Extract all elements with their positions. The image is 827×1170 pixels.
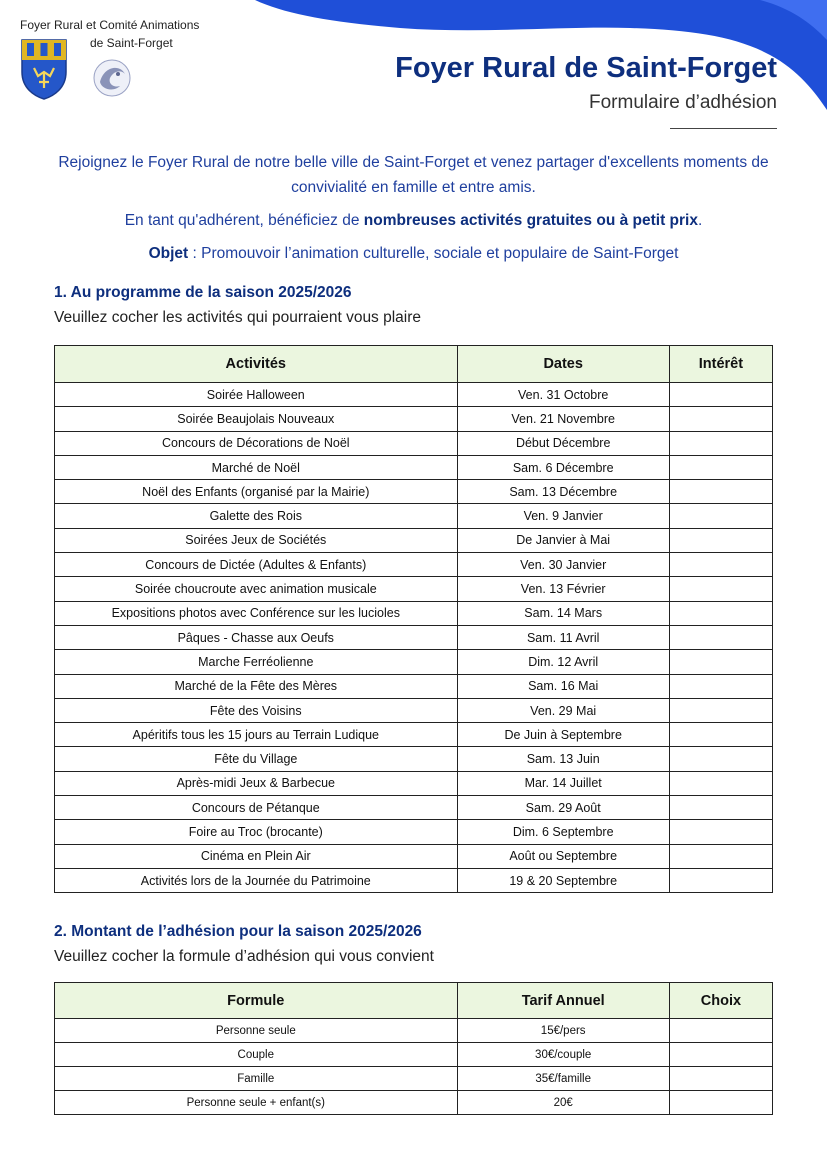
activity-row	[55, 528, 773, 552]
activity-date-cell: Ven. 29 Mai	[457, 698, 669, 722]
activity-row	[55, 796, 773, 820]
choice-checkbox-cell[interactable]	[669, 1067, 772, 1091]
activity-row	[55, 455, 773, 479]
activity-row	[55, 747, 773, 771]
intro-paragraph-2	[40, 208, 787, 233]
organisation-line-2: de Saint-Forget	[90, 36, 173, 50]
activity-row	[55, 480, 773, 504]
intro-p2-start: En tant qu'adhérent, bénéficiez de	[124, 212, 364, 229]
page-title: Foyer Rural de Saint-Forget	[395, 52, 777, 84]
activity-name-cell: Activités lors de la Journée du Patrimoine	[55, 868, 458, 892]
association-emblem-icon	[92, 56, 132, 100]
interest-checkbox-cell[interactable]	[669, 625, 772, 649]
annual-fee-cell: 30€/couple	[457, 1043, 669, 1067]
activity-date-cell: Ven. 13 Février	[457, 577, 669, 601]
activity-name-cell: Fête du Village	[55, 747, 458, 771]
column-header-activites: Activités	[55, 346, 458, 383]
annual-fee-cell: 20€	[457, 1091, 669, 1115]
activity-name-cell: Concours de Décorations de Noël	[55, 431, 458, 455]
activities-table	[54, 345, 773, 893]
activity-name-cell: Soirée Halloween	[55, 383, 458, 407]
activity-name-cell: Concours de Dictée (Adultes & Enfants)	[55, 553, 458, 577]
activity-date-cell: Ven. 30 Janvier	[457, 553, 669, 577]
interest-checkbox-cell[interactable]	[669, 431, 772, 455]
column-header-tarif: Tarif Annuel	[457, 983, 669, 1019]
activity-date-cell: Sam. 13 Juin	[457, 747, 669, 771]
activity-row	[55, 504, 773, 528]
interest-checkbox-cell[interactable]	[669, 553, 772, 577]
activity-row	[55, 601, 773, 625]
activity-name-cell: Marche Ferréolienne	[55, 650, 458, 674]
intro-paragraph-1: Rejoignez le Foyer Rural de notre belle ville de Saint-Forget et venez partager d'excellents moments de convivialité en famille et entre amis.	[58, 154, 769, 196]
formula-name-cell: Personne seule	[55, 1019, 458, 1043]
activity-date-cell: Mar. 14 Juillet	[457, 771, 669, 795]
formula-name-cell: Personne seule + enfant(s)	[55, 1091, 458, 1115]
activity-name-cell: Marché de Noël	[55, 455, 458, 479]
intro-objet-label: Objet	[148, 245, 189, 262]
interest-checkbox-cell[interactable]	[669, 577, 772, 601]
intro-objet-text: : Promouvoir l’animation culturelle, sociale et populaire de Saint-Forget	[188, 245, 679, 262]
activity-date-cell: Sam. 29 Août	[457, 796, 669, 820]
interest-checkbox-cell[interactable]	[669, 723, 772, 747]
intro-p2-emphasis: nombreuses activités gratuites ou à petit prix	[363, 212, 698, 229]
section-1-subtitle: Veuillez cocher les activités qui pourraient vous plaire	[54, 309, 422, 326]
activity-date-cell: Ven. 21 Novembre	[457, 407, 669, 431]
membership-option-row	[55, 1091, 773, 1115]
activity-date-cell: Début Décembre	[457, 431, 669, 455]
activity-row	[55, 553, 773, 577]
column-header-choix: Choix	[669, 983, 772, 1019]
activity-date-cell: Ven. 31 Octobre	[457, 383, 669, 407]
activity-name-cell: Soirée choucroute avec animation musicale	[55, 577, 458, 601]
section-1-title: 1. Au programme de la saison 2025/2026	[54, 284, 352, 301]
activity-name-cell: Galette des Rois	[55, 504, 458, 528]
activity-row	[55, 698, 773, 722]
section-2-subtitle: Veuillez cocher la formule d’adhésion qui vous convient	[54, 948, 434, 965]
activity-row	[55, 844, 773, 868]
activity-name-cell: Cinéma en Plein Air	[55, 844, 458, 868]
interest-checkbox-cell[interactable]	[669, 698, 772, 722]
page-subtitle: Formulaire d’adhésion	[589, 92, 777, 113]
activity-name-cell: Expositions photos avec Conférence sur les lucioles	[55, 601, 458, 625]
activity-name-cell: Foire au Troc (brocante)	[55, 820, 458, 844]
activity-name-cell: Marché de la Fête des Mères	[55, 674, 458, 698]
activity-date-cell: 19 & 20 Septembre	[457, 868, 669, 892]
activity-date-cell: Sam. 6 Décembre	[457, 455, 669, 479]
introduction	[40, 150, 787, 274]
intro-paragraph-3	[40, 241, 787, 266]
activity-name-cell: Soirée Beaujolais Nouveaux	[55, 407, 458, 431]
column-header-interet: Intérêt	[669, 346, 772, 383]
activity-date-cell: Sam. 13 Décembre	[457, 480, 669, 504]
fees-header-row	[55, 983, 773, 1019]
activity-name-cell: Soirées Jeux de Sociétés	[55, 528, 458, 552]
interest-checkbox-cell[interactable]	[669, 868, 772, 892]
interest-checkbox-cell[interactable]	[669, 650, 772, 674]
activity-name-cell: Après-midi Jeux & Barbecue	[55, 771, 458, 795]
activity-date-cell: Août ou Septembre	[457, 844, 669, 868]
activity-row	[55, 868, 773, 892]
organisation-line-1: Foyer Rural et Comité Animations	[20, 18, 200, 32]
activity-date-cell: Dim. 12 Avril	[457, 650, 669, 674]
activity-row	[55, 674, 773, 698]
activity-date-cell: Sam. 11 Avril	[457, 625, 669, 649]
membership-fees-table	[54, 982, 773, 1115]
formula-name-cell: Famille	[55, 1067, 458, 1091]
activity-row	[55, 431, 773, 455]
interest-checkbox-cell[interactable]	[669, 528, 772, 552]
interest-checkbox-cell[interactable]	[669, 601, 772, 625]
activity-name-cell: Pâques - Chasse aux Oeufs	[55, 625, 458, 649]
choice-checkbox-cell[interactable]	[669, 1091, 772, 1115]
interest-checkbox-cell[interactable]	[669, 820, 772, 844]
activity-date-cell: Dim. 6 Septembre	[457, 820, 669, 844]
interest-checkbox-cell[interactable]	[669, 480, 772, 504]
activity-name-cell: Fête des Voisins	[55, 698, 458, 722]
formula-name-cell: Couple	[55, 1043, 458, 1067]
activity-row	[55, 820, 773, 844]
activity-date-cell: De Juin à Septembre	[457, 723, 669, 747]
annual-fee-cell: 15€/pers	[457, 1019, 669, 1043]
title-divider	[670, 128, 777, 129]
activity-date-cell: Sam. 16 Mai	[457, 674, 669, 698]
choice-checkbox-cell[interactable]	[669, 1043, 772, 1067]
annual-fee-cell: 35€/famille	[457, 1067, 669, 1091]
membership-option-row	[55, 1019, 773, 1043]
activity-row	[55, 723, 773, 747]
interest-checkbox-cell[interactable]	[669, 747, 772, 771]
column-header-dates: Dates	[457, 346, 669, 383]
activity-row	[55, 650, 773, 674]
membership-option-row	[55, 1043, 773, 1067]
interest-checkbox-cell[interactable]	[669, 407, 772, 431]
interest-checkbox-cell[interactable]	[669, 674, 772, 698]
interest-checkbox-cell[interactable]	[669, 455, 772, 479]
activity-row	[55, 383, 773, 407]
activity-name-cell: Concours de Pétanque	[55, 796, 458, 820]
column-header-formule: Formule	[55, 983, 458, 1019]
activity-date-cell: De Janvier à Mai	[457, 528, 669, 552]
interest-checkbox-cell[interactable]	[669, 844, 772, 868]
interest-checkbox-cell[interactable]	[669, 796, 772, 820]
intro-p2-end: .	[697, 212, 703, 229]
membership-option-row	[55, 1067, 773, 1091]
heraldic-crest-icon	[20, 38, 68, 100]
activity-row	[55, 577, 773, 601]
activity-date-cell: Sam. 14 Mars	[457, 601, 669, 625]
activity-name-cell: Apéritifs tous les 15 jours au Terrain Ludique	[55, 723, 458, 747]
interest-checkbox-cell[interactable]	[669, 504, 772, 528]
activity-row	[55, 771, 773, 795]
section-2-title: 2. Montant de l’adhésion pour la saison 2025/2026	[54, 923, 422, 940]
interest-checkbox-cell[interactable]	[669, 383, 772, 407]
activity-date-cell: Ven. 9 Janvier	[457, 504, 669, 528]
interest-checkbox-cell[interactable]	[669, 771, 772, 795]
choice-checkbox-cell[interactable]	[669, 1019, 772, 1043]
activity-row	[55, 625, 773, 649]
activity-row	[55, 407, 773, 431]
activities-header-row	[55, 346, 773, 383]
activity-name-cell: Noël des Enfants (organisé par la Mairie)	[55, 480, 458, 504]
